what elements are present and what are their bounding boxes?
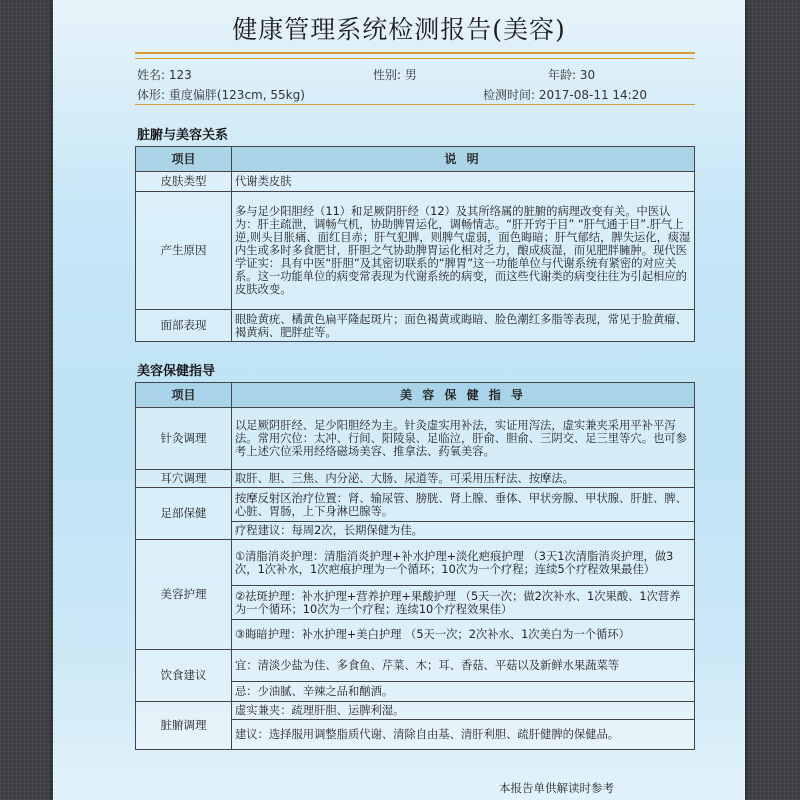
row-desc: 取肝、胆、三焦、内分泌、大肠、尿道等。可采用压籽法、按摩法。: [232, 470, 695, 488]
table-header-row: [136, 147, 695, 172]
header-item: 项目: [136, 383, 232, 408]
row-desc: 多与足少阳胆经（11）和足厥阴肝经（12）及其所络属的脏腑的病理改变有关。中医认为：肝主疏泄，调畅气机，协助脾胃运化，调畅情志。“肝开窍于目” “肝气通于目”.肝气上逆,则头目胀痛、面红目赤；肝气犯脾，则脾气虚弱，面色晦暗；肝气郁结，脾失运化，痰湿内生或多时多食肥甘，肝胆之气协助脾胃运化相对乏力，酿成痰湿，而见肥胖臃肿。现代医学证实：具有中医“肝胆”及其密切联系的“脾胃”这一功能单位与代谢系统有紧密的对应关系。这一功能单位的病变常表现为代谢系统的病变，而这些代谢类的病变往往为引起相应的皮肤改变。: [232, 192, 695, 310]
table-row: [136, 702, 695, 720]
row-item: 美容护理: [136, 540, 232, 650]
report-title: 健康管理系统检测报告(美容): [232, 15, 566, 44]
table-row: [136, 470, 695, 488]
row-item: 针灸调理: [136, 408, 232, 470]
row-desc: 虚实兼夹：疏理肝胆、运脾利湿。: [232, 702, 695, 720]
table-row: [136, 192, 695, 310]
row-desc: 代谢类皮肤: [232, 172, 695, 192]
row-desc: 宜：清淡少盐为佳、多食鱼、芹菜、木；耳、香菇、平菇以及新鲜水果蔬菜等: [232, 650, 695, 682]
row-desc: ③晦暗护理：补水护理+美白护理 （5天一次；2次补水、1次美白为一个循环）: [232, 620, 695, 650]
row-desc: 疗程建议：每周2次，长期保健为佳。: [232, 522, 695, 540]
row-item: 足部保健: [136, 488, 232, 540]
report-footer-note: 本报告单供解读时参考: [499, 781, 614, 795]
row-desc: 以足厥阴肝经、足少阳胆经为主。针灸虚实用补法，实证用泻法，虚实兼夹采用平补平泻法。常用穴位：太冲、行间、阳陵泉、足临泣，肝俞、胆俞、三阴交、足三里等穴。也可参考上述穴位采用经络磁场美容、推拿法、药氧美容。: [232, 408, 695, 470]
row-item: 产生原因: [136, 192, 232, 310]
patient-age: 年龄: 30: [548, 68, 596, 82]
section2-title: 美容保健指导: [137, 364, 216, 379]
row-desc: 忌：少油腻、辛辣之品和酗酒。: [232, 682, 695, 702]
table-row: [136, 540, 695, 586]
report-paper: [53, 0, 745, 800]
table-row: [136, 488, 695, 522]
row-desc: ①清脂消炎护理：清脂消炎护理+补水护理+淡化疤痕护理 （3天1次清脂消炎护理，做3次，1次补水，1次疤痕护理为一个循环；10次为一个疗程；连续5个疗程效果最佳）: [232, 540, 695, 586]
header-desc: 说 明: [232, 147, 695, 172]
row-item: 面部表现: [136, 310, 232, 342]
row-desc: ②祛斑护理：补水护理+营养护理+果酸护理 （5天一次；做2次补水、1次果酸、1次营养为一个循环；10次为一个疗程；连续10个疗程效果佳）: [232, 586, 695, 620]
test-time: 检测时间: 2017-08-11 14:20: [483, 88, 647, 102]
header-desc: 美 容 保 健 指 导: [232, 383, 695, 408]
header-item: 项目: [136, 147, 232, 172]
table-row: [136, 650, 695, 682]
patient-gender: 性别: 男: [373, 68, 417, 82]
row-desc: 按摩反射区治疗位置：肾、输尿管、膀胱、肾上腺、垂体、甲状旁腺、甲状腺、肝脏、脾、心脏、胃肠，上下身淋巴腺等。: [232, 488, 695, 522]
table-row: [136, 408, 695, 470]
patient-body: 体形: 重度偏胖(123cm, 55kg): [137, 88, 305, 102]
row-desc: 建议：选择服用调整脂质代谢、清除自由基、清肝利胆、疏肝健脾的保健品。: [232, 720, 695, 750]
table-row: [136, 310, 695, 342]
row-item: 皮肤类型: [136, 172, 232, 192]
row-desc: 眼睑黄疣、橘黄色扁平隆起斑片；面色褐黄或晦暗、脸色潮红多脂等表现，常见于脸黄瘤、褐黄病、肥胖症等。: [232, 310, 695, 342]
title-divider: [135, 52, 695, 54]
beauty-guide-table: [135, 382, 695, 750]
table-row: [136, 172, 695, 192]
section1-title: 脏腑与美容关系: [137, 128, 229, 143]
info-divider: [135, 104, 695, 105]
row-item: 饮食建议: [136, 650, 232, 702]
title-divider-thin: [135, 58, 695, 59]
table-header-row: [136, 383, 695, 408]
patient-name: 姓名: 123: [137, 68, 192, 82]
organ-beauty-table: [135, 146, 695, 342]
row-item: 脏腑调理: [136, 702, 232, 750]
row-item: 耳穴调理: [136, 470, 232, 488]
